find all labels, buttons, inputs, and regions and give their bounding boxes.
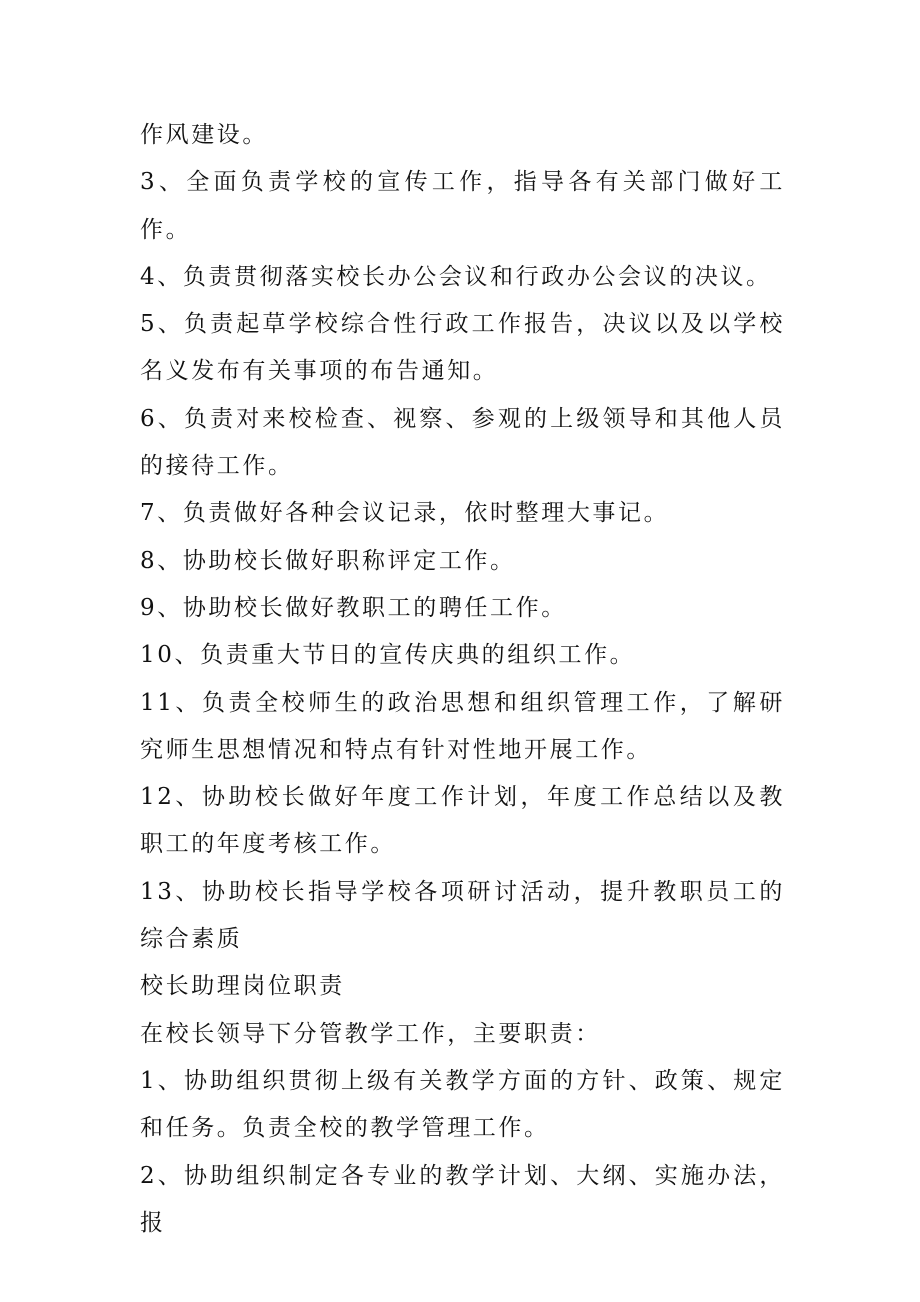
section-intro: 在校长领导下分管教学工作，主要职责： <box>140 1020 601 1047</box>
paragraph-item-4: 4、负责贯彻落实校长办公会议和行政办公会议的决议。 <box>140 263 772 290</box>
paragraph-item-8: 8、协助校长做好职称评定工作。 <box>140 547 516 574</box>
paragraph-item-6: 6、负责对来校检查、视察、参观的上级领导和其他人员的接待工作。 <box>140 405 785 480</box>
duty-item-2: 2、协助组织制定各专业的教学计划、大纲、实施办法，报 <box>140 1162 785 1236</box>
paragraph-item-12: 12、协助校长做好年度工作计划，年度工作总结以及教职工的年度考核工作。 <box>140 784 785 858</box>
paragraph-item-10: 10、负责重大节日的宣传庆典的组织工作。 <box>140 642 636 669</box>
document-body <box>140 112 785 1247</box>
paragraph-item-7: 7、负责做好各种会议记录，依时整理大事记。 <box>140 500 670 527</box>
duty-item-1: 1、协助组织贯彻上级有关教学方面的方针、政策、规定和任务。负责全校的教学管理工作。 <box>140 1067 785 1142</box>
paragraph-fragment-style: 作风建设。 <box>140 122 268 148</box>
paragraph-item-3: 3、全面负责学校的宣传工作，指导各有关部门做好工作。 <box>140 169 785 243</box>
section-heading: 校长助理岗位职责 <box>140 973 345 1000</box>
paragraph-item-13: 13、协助校长指导学校各项研讨活动，提升教职员工的综合素质 <box>140 878 785 953</box>
paragraph-item-9: 9、协助校长做好教职工的聘任工作。 <box>140 594 567 621</box>
paragraph-item-5: 5、负责起草学校综合性行政工作报告，决议以及以学校名义发布有关事项的布告通知。 <box>140 311 785 385</box>
paragraph-item-11: 11、负责全校师生的政治思想和组织管理工作，了解研究师生思想情况和特点有针对性地开展工作。 <box>140 689 785 763</box>
